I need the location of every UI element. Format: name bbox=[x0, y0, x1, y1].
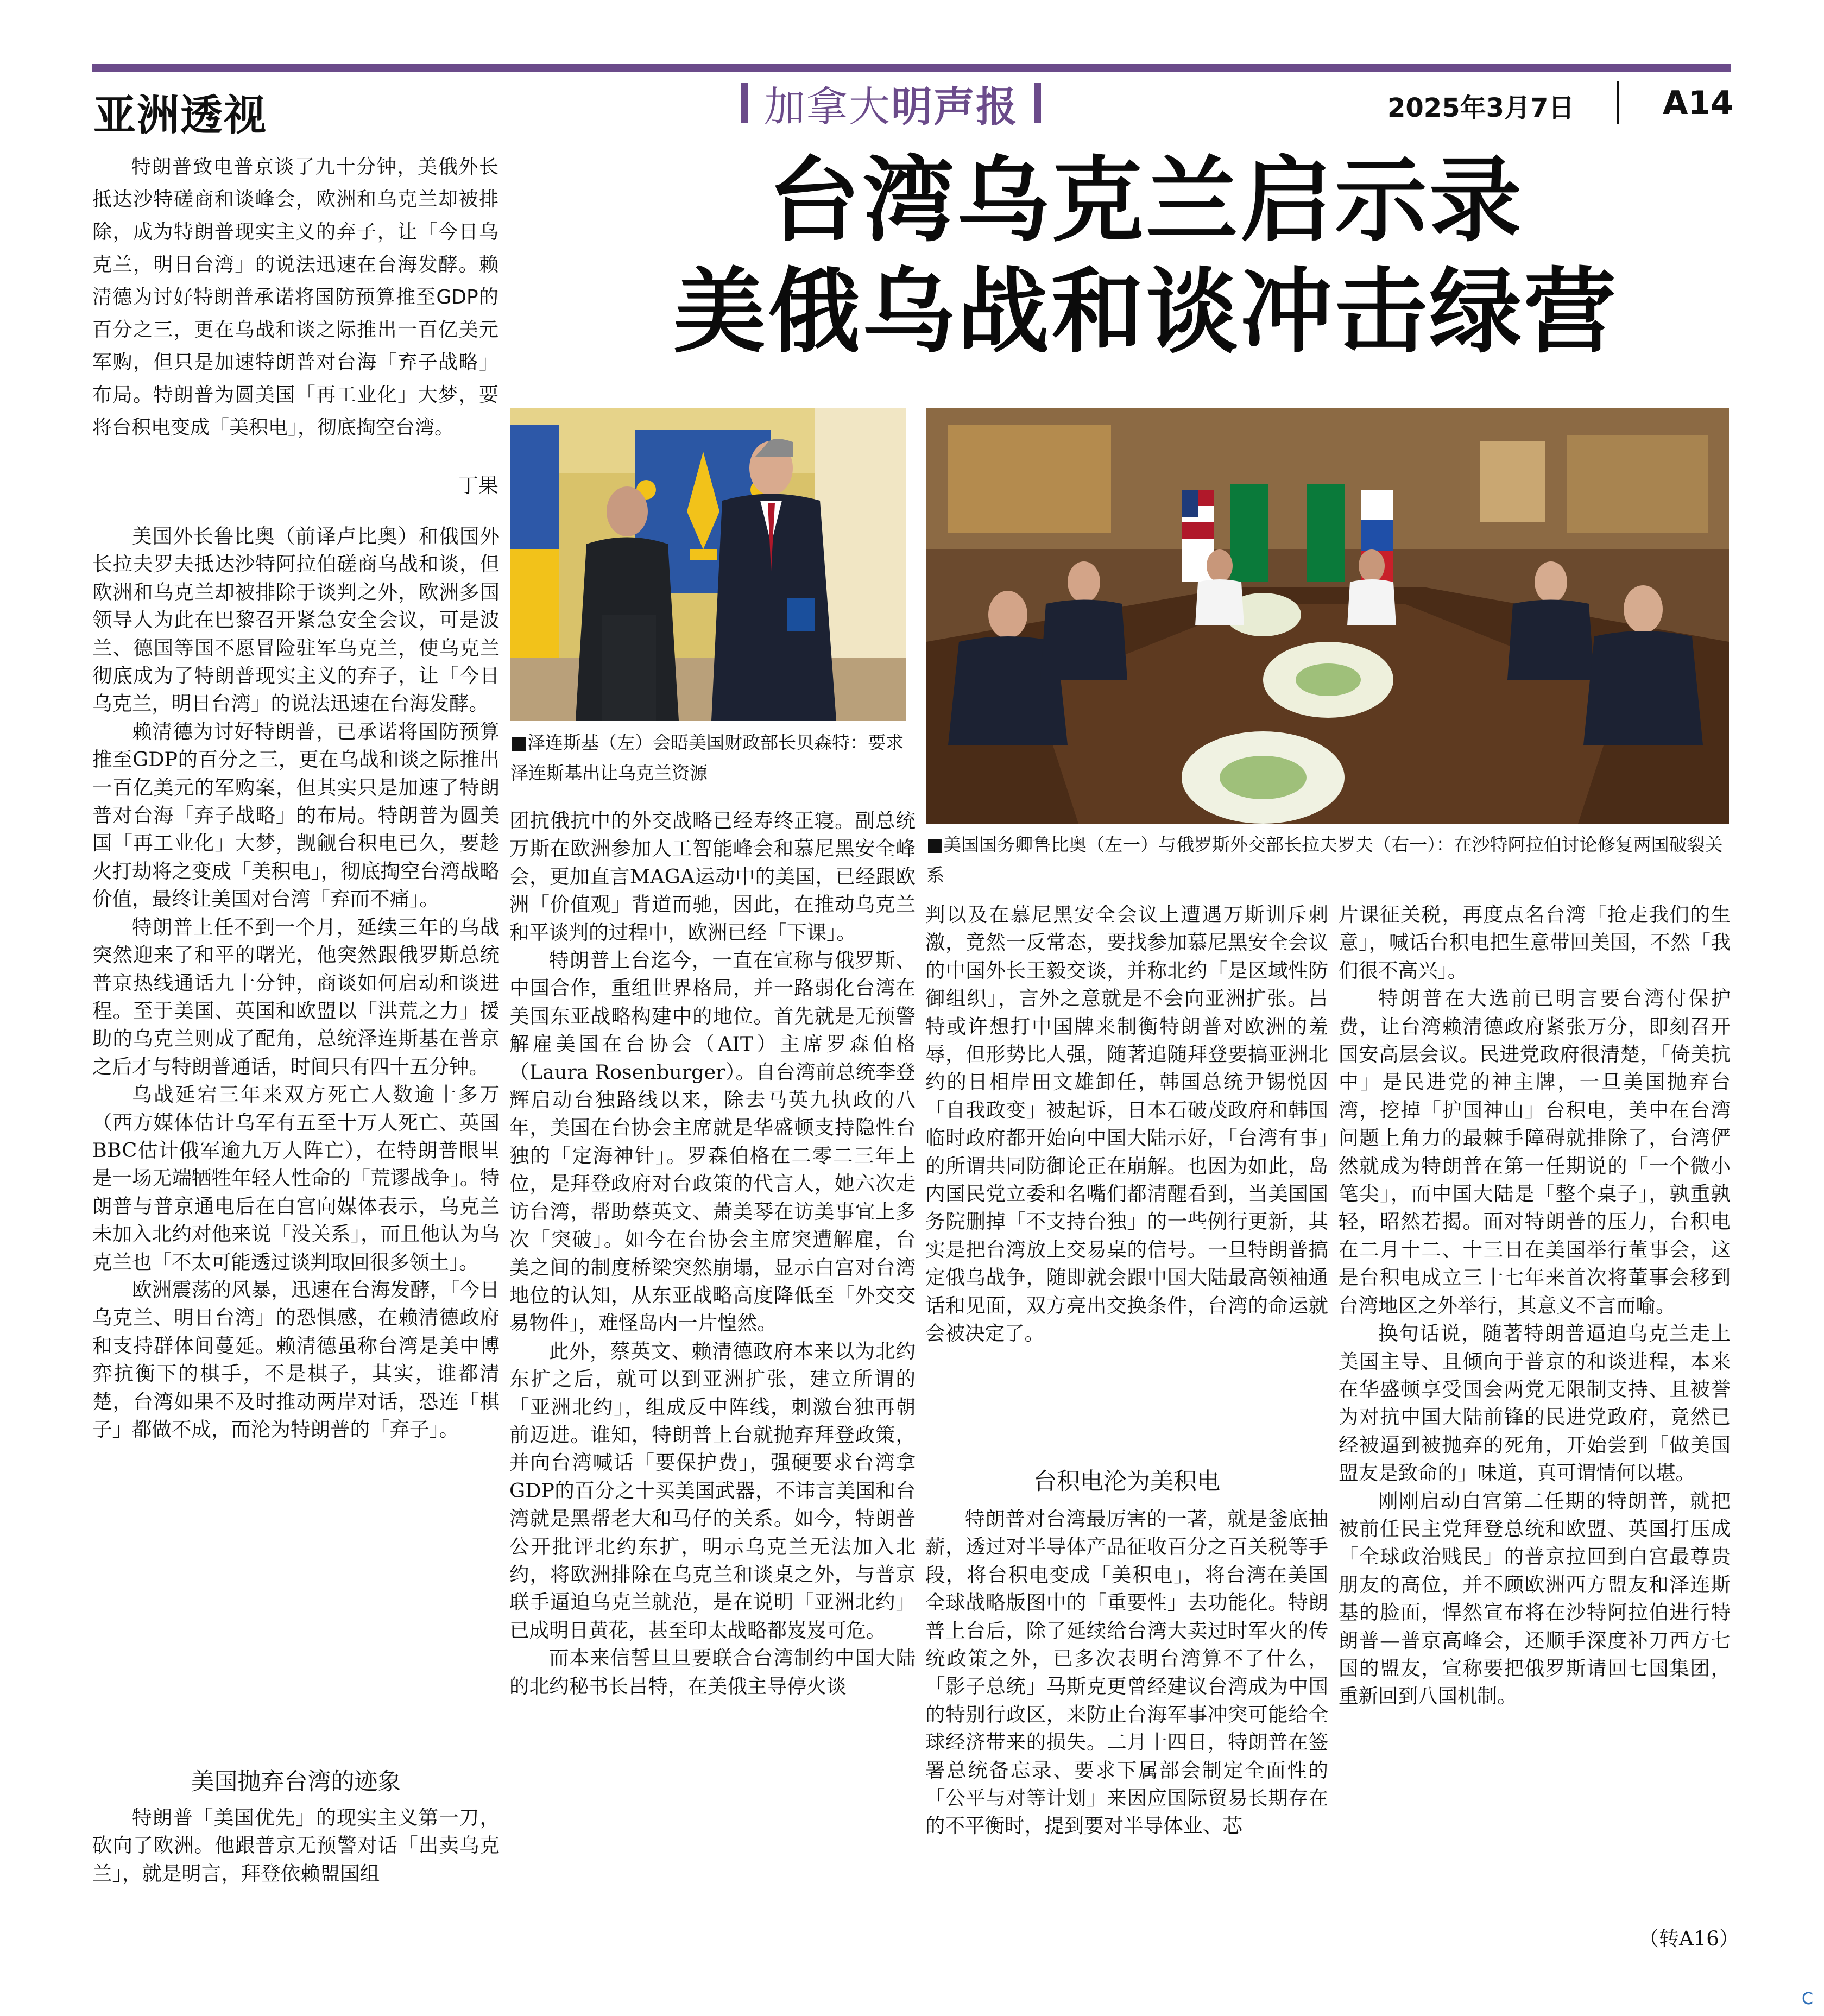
paragraph: 片课征关税，再度点名台湾「抢走我们的生意」，喊话台积电把生意带回美国，不然「我们很不高兴」。 bbox=[1339, 903, 1731, 982]
headline bbox=[554, 146, 1738, 368]
photo-zelensky-bessent-image bbox=[510, 408, 906, 721]
paragraph: 赖清德为讨好特朗普，已承诺将国防预算推至GDP的百分之三，更在乌战和谈之际推出一百亿美元的军购案，但其实只是加速了特朗普对台海「弃子战略」的布局。特朗普为圆美国「再工业化」大梦，觊觎台积电已久，要趁火打劫将之变成「美积电」，彻底掏空台湾战略价值，最终让美国对台湾「弃而不痛」。 bbox=[92, 719, 500, 911]
subhead-us-abandon-taiwan: 美国抛弃台湾的迹象 bbox=[191, 1768, 401, 1796]
article-column-1-end bbox=[92, 1804, 500, 1887]
subhead-tsmc: 台积电沦为美积电 bbox=[1033, 1468, 1220, 1495]
article-column-2 bbox=[509, 807, 916, 1700]
paragraph: 特朗普上台迄今，一直在宣称与俄罗斯、中国合作，重组世界格局，并一路弱化台湾在美国东亚战略构建中的地位。首先就是无预警解雇美国在台协会（AIT）主席罗森伯格（Laura Rosenburger）。自台湾前总统李登辉启动台独路线以来，除去马英九执政的八年，美国在台协会主席就是华盛顿支持隐性台独的「定海神针」。罗森伯格在二零二三年上位，是拜登政府对台政策的代言人，她六次走访台湾，帮助蔡英文、萧美琴在访美事宜上多次「突破」。如今在台协会主席突遭解雇，台美之间的制度桥梁突然崩塌，显示白宫对台湾地位的认知，从东亚战略高度降低至「外交交易物件」，难怪岛内一片惶然。 bbox=[509, 949, 916, 1335]
masthead-left-bar bbox=[741, 83, 748, 123]
paragraph: 换句话说，随著特朗普逼迫乌克兰走上美国主导、且倾向于普京的和谈进程，本来在华盛顿享受国会两党无限制支持、且被誉为对抗中国大陆前锋的民进党政府，竟然已经被逼到被抛弃的死角，开始尝到「做美国盟友是致命的」味道，真可谓情何以堪。 bbox=[1339, 1322, 1731, 1485]
byline: 丁果 bbox=[458, 474, 498, 497]
header-rule bbox=[92, 64, 1731, 72]
photo1-caption: ■泽连斯基（左）会晤美国财政部长贝森特：要求泽连斯基出让乌克兰资源 bbox=[510, 732, 904, 783]
issue-date: 2025年3月7日 bbox=[1387, 93, 1575, 123]
paragraph: 而本来信誓旦旦要联合台湾制约中国大陆的北约秘书长吕特，在美俄主导停火谈 bbox=[509, 1646, 916, 1698]
continuation-note: （转A16） bbox=[1639, 1927, 1739, 1950]
paragraph: 特朗普在大选前已明言要台湾付保护费，让台湾赖清德政府紧张万分，即刻召开国安高层会议。民进党政府很清楚，「倚美抗中」是民进党的神主牌，一旦美国抛弃台湾，挖掉「护国神山」台积电，美中在台湾问题上角力的最棘手障碍就排除了，台湾俨然就成为特朗普在第一任期说的「一个微小笔尖」，而中国大陆是「整个桌子」，孰重孰轻，昭然若揭。面对特朗普的压力，台积电在二月十二、十三日在美国举行董事会，这是台积电成立三十七年来首次将董事会移到台湾地区之外举行，其意义不言而喻。 bbox=[1339, 987, 1731, 1317]
paragraph: 特朗普「美国优先」的现实主义第一刀，砍向了欧洲。他跟普京无预警对话「出卖乌克兰」，就是明言，拜登依赖盟国组 bbox=[92, 1806, 500, 1885]
headline-line-1: 台湾乌克兰启示录 bbox=[767, 147, 1524, 255]
corner-mark: C bbox=[1802, 1989, 1813, 2008]
article-column-4 bbox=[1339, 901, 1731, 1710]
paragraph: 此外，蔡英文、赖清德政府本来以为北约东扩之后，就可以到亚洲扩张，建立所谓的「亚洲北约」，组成反中阵线，刺激台独再朝前迈进。谁知，特朗普上台就抛弃拜登政策，并向台湾喊话「要保护费」，强硬要求台湾拿GDP的百分之十买美国武器，不讳言美国和台湾就是黑帮老大和马仔的关系。如今，特朗普公开批评北约东扩，明示乌克兰无法加入北约，将欧洲排除在乌克兰和谈桌之外，与普京联手逼迫乌克兰就范，是在说明「亚洲北约」已成明日黄花，甚至印太战略都岌岌可危。 bbox=[509, 1339, 916, 1642]
masthead-prefix: 加拿大 bbox=[764, 82, 891, 131]
section-title: 亚洲透视 bbox=[93, 91, 268, 140]
paragraph: 特朗普上任不到一个月，延续三年的乌战突然迎来了和平的曙光，他突然跟俄罗斯总统普京热线通话九十分钟，商谈如何启动和谈进程。至于美国、英国和欧盟以「洪荒之力」援助的乌克兰则成了配角，总统泽连斯基在普京之后才与特朗普通话，时间只有四十五分钟。 bbox=[92, 915, 500, 1078]
paragraph: 欧洲震荡的风暴，迅速在台海发酵，「今日乌克兰、明日台湾」的恐惧感，在赖清德政府和支持群体间蔓延。赖清德虽称台湾是美中博弈抗衡下的棋手，不是棋子，其实，谁都清楚，台湾如果不及时推动两岸对话，恐连「棋子」都做不成，而沦为特朗普的「弃子」。 bbox=[92, 1278, 500, 1441]
page-number: A14 bbox=[1663, 84, 1733, 122]
paragraph: 美国外长鲁比奥（前译卢比奥）和俄国外长拉夫罗夫抵达沙特阿拉伯磋商乌战和谈，但欧洲和乌克兰却被排除于谈判之外，欧洲多国领导人为此在巴黎召开紧急安全会议，可是波兰、德国等国不愿冒险驻军乌克兰，使乌克兰彻底成为了特朗普现实主义的弃子，让「今日乌克兰，明日台湾」的说法迅速在台海发酵。 bbox=[92, 524, 500, 716]
paragraph: 团抗俄抗中的外交战略已经寿终正寝。副总统万斯在欧洲参加人工智能峰会和慕尼黑安全峰会，更加直言MAGA运动中的美国，已经跟欧洲「价值观」背道而驰，因此，在推动乌克兰和平谈判的过程中，欧洲已经「下课」。 bbox=[509, 809, 916, 944]
article-column-3-end bbox=[925, 1505, 1328, 1840]
article-column-3 bbox=[925, 901, 1328, 1348]
paragraph: 判以及在慕尼黑安全会议上遭遇万斯训斥刺激，竟然一反常态，要找参加慕尼黑安全会议的中国外长王毅交谈，并称北约「是区域性防御组织」，言外之意就是不会向亚洲扩张。吕特或许想打中国牌来制衡特朗普对欧洲的羞辱，但形势比人强，随著追随拜登要搞亚洲北约的日相岸田文雄卸任，韩国总统尹锡悦因「自我政变」被起诉，日本石破茂政府和韩国临时政府都开始向中国大陆示好，「台湾有事」的所谓共同防御论正在崩解。也因为如此，岛内国民党立委和名嘴们都清醒看到，当美国国务院删掉「不支持台独」的一些例行更新，其实是把台湾放上交易桌的信号。一旦特朗普搞定俄乌战争，随即就会跟中国大陆最高领袖通话和见面，双方亮出交换条件，台湾的命运就会被决定了。 bbox=[925, 903, 1328, 1345]
article-column-1 bbox=[92, 522, 500, 1443]
lede-text: 特朗普致电普京谈了九十分钟，美俄外长抵达沙特磋商和谈峰会，欧洲和乌克兰却被排除，成为特朗普现实主义的弃子，让「今日乌克兰，明日台湾」的说法迅速在台海发酵。赖清德为讨好特朗普承诺将国防预算推至GDP的百分之三，更在乌战和谈之际推出一百亿美元军购，但只是加速特朗普对台海「弃子战略」布局。特朗普为圆美国「再工业化」大梦，要将台积电变成「美积电」，彻底掏空台湾。 bbox=[92, 156, 498, 439]
paragraph: 特朗普对台湾最厉害的一著，就是釜底抽薪，透过对半导体产品征收百分之百关税等手段，将台积电变成「美积电」，将台湾在美国全球战略版图中的「重要性」去功能化。特朗普上台后，除了延续给台湾大卖过时军火的传统政策之外，已多次表明台湾算不了什么，「影子总统」马斯克更曾经建议台湾成为中国的特别行政区，来防止台海军事冲突可能给全球经济带来的损失。二月十四日，特朗普在签署总统备忘录、要求下属部会制定全面性的「公平与对等计划」来因应国际贸易长期存在的不平衡时，提到要对半导体业、芯 bbox=[925, 1507, 1328, 1838]
header-divider bbox=[1617, 81, 1619, 124]
masthead bbox=[741, 76, 1041, 130]
masthead-name: 明声报 bbox=[891, 82, 1018, 131]
photo-zelensky-bessent bbox=[510, 408, 906, 721]
photo2-caption: ■美国国务卿鲁比奥（左一）与俄罗斯外交部长拉夫罗夫（右一）：在沙特阿拉伯讨论修复两国破裂关系 bbox=[926, 834, 1723, 886]
photo-riyadh-meeting-image bbox=[926, 408, 1729, 824]
lede bbox=[92, 151, 498, 444]
masthead-text bbox=[764, 74, 1018, 133]
headline-line-2: 美俄乌战和谈冲击绿营 bbox=[673, 258, 1618, 366]
paragraph: 乌战延宕三年来双方死亡人数逾十多万（西方媒体估计乌军有五至十万人死亡、英国BBC估计俄军逾九万人阵亡），在特朗普眼里是一场无端牺牲年轻人性命的「荒谬战争」。特朗普与普京通电后在白宫向媒体表示，乌克兰未加入北约对他来说「没关系」，而且他认为乌克兰也「不太可能透过谈判取回很多领土」。 bbox=[92, 1083, 500, 1274]
paragraph: 刚刚启动白宫第二任期的特朗普，就把被前任民主党拜登总统和欧盟、英国打压成「全球政治贱民」的普京拉回到白宫最尊贵朋友的高位，并不顾欧洲西方盟友和泽连斯基的脸面，悍然宣布将在沙特阿拉伯进行特朗普—普京高峰会，还顺手深度补刀西方七国的盟友，宣称要把俄罗斯请回七国集团，重新回到八国机制。 bbox=[1339, 1489, 1731, 1708]
masthead-right-bar bbox=[1034, 83, 1041, 123]
photo-riyadh-meeting bbox=[926, 408, 1729, 824]
